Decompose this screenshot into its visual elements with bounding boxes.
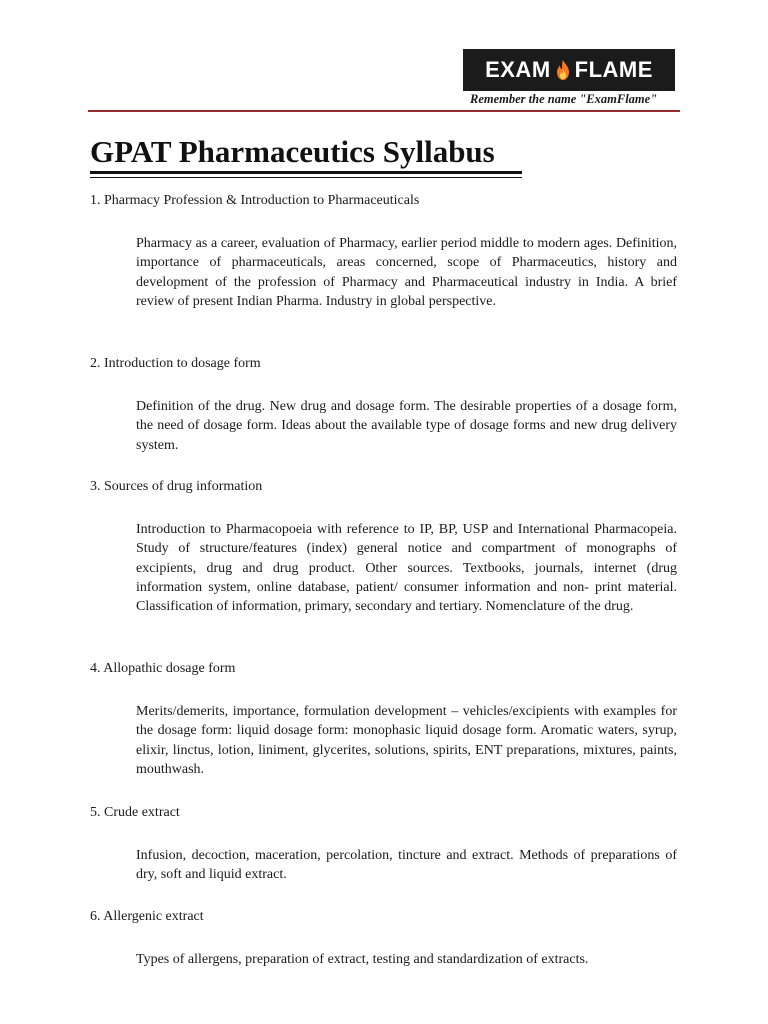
section-body-6: Types of allergens, preparation of extract, testing and standardization of extracts.: [136, 952, 589, 967]
section-body-2: Definition of the drug. New drug and dosage form. The desirable properties of a dosage form, the need of dosage form. Ideas about the available type of dosage forms and new drug delivery system.: [136, 399, 677, 453]
section-heading-6: 6. Allergenic extract: [90, 909, 204, 924]
tagline: Remember the name "ExamFlame": [470, 92, 658, 106]
page-title: GPAT Pharmaceutics Syllabus: [90, 134, 495, 169]
section-body-5: Infusion, decoction, maceration, percolation, tincture and extract. Methods of preparations of dry, soft and liquid extract.: [136, 848, 677, 883]
section-heading-2: 2. Introduction to dosage form: [90, 356, 261, 371]
section-body-1: Pharmacy as a career, evaluation of Pharmacy, earlier period middle to modern ages. Definition, importance of pharmaceuticals, areas concerned, scope of Pharmaceutics, history and development of the profession of Pharmacy and Pharmaceutical industry in India. A brief review of present Indian Pharma. Industry in global perspective.: [136, 236, 677, 309]
logo-text-left: EXAM: [485, 57, 551, 82]
section-heading-3: 3. Sources of drug information: [90, 479, 263, 494]
header-divider: [88, 110, 680, 112]
logo-text-right: FLAME: [574, 57, 653, 82]
section-heading-4: 4. Allopathic dosage form: [90, 661, 236, 676]
section-heading-5: 5. Crude extract: [90, 805, 180, 820]
exam-flame-logo: [463, 49, 675, 91]
title-underline-thick: [90, 171, 522, 174]
flame-icon: [555, 59, 571, 81]
section-body-4: Merits/demerits, importance, formulation development – vehicles/excipients with examples for the dosage form: liquid dosage form: monophasic liquid dosage form. Aromatic waters, syrup, elixir, linctus, lotion, liniment, glycerites, solutions, spirits, ENT preparations, mixtures, paints, mouthwash.: [136, 704, 677, 777]
section-heading-1: 1. Pharmacy Profession & Introduction to Pharmaceuticals: [90, 193, 420, 208]
title-underline-thin: [90, 177, 522, 178]
section-body-3: Introduction to Pharmacopoeia with reference to IP, BP, USP and International Pharmacopeia. Study of structure/features (index) general notice and compartment of monographs of excipients, drug and drug product. Other sources. Textbooks, journals, internet (drug information system, online database, patient/ consumer information and non- print material. Classification of information, primary, secondary and tertiary. Nomenclature of the drug.: [136, 522, 677, 615]
